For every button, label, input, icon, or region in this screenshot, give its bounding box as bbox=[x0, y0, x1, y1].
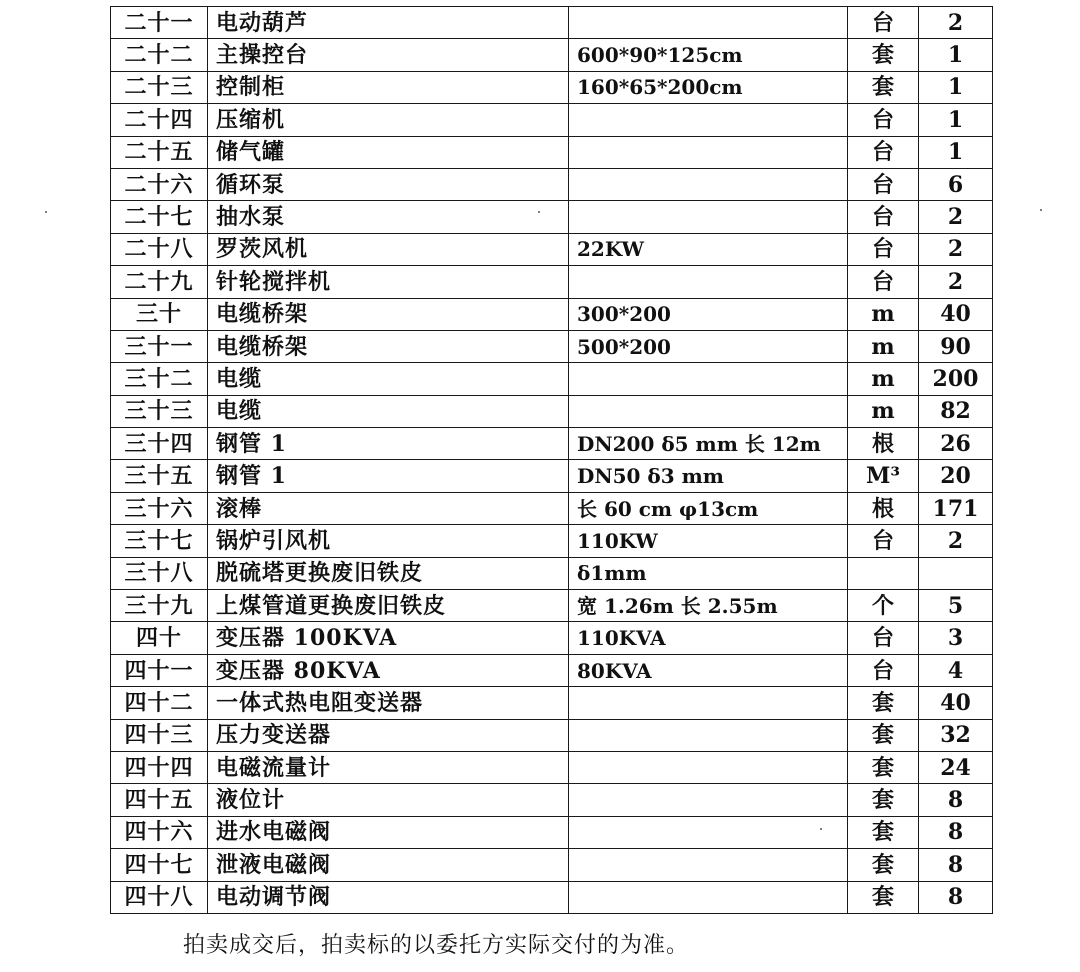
equipment-table-body bbox=[111, 7, 993, 914]
item-quantity-cell: 40 bbox=[919, 298, 993, 330]
item-spec-cell: δ1mm bbox=[569, 557, 848, 589]
item-spec-cell: 300*200 bbox=[569, 298, 848, 330]
item-quantity-cell: 1 bbox=[919, 104, 993, 136]
item-spec-cell: DN50 δ3 mm bbox=[569, 460, 848, 492]
table-row bbox=[111, 525, 993, 557]
item-name-cell: 循环泵 bbox=[208, 168, 569, 200]
item-quantity-cell: 8 bbox=[919, 816, 993, 848]
table-row bbox=[111, 460, 993, 492]
item-unit-cell: 台 bbox=[848, 136, 919, 168]
table-row bbox=[111, 363, 993, 395]
table-row bbox=[111, 428, 993, 460]
row-number-cell: 二十九 bbox=[111, 266, 208, 298]
table-row bbox=[111, 7, 993, 39]
item-quantity-cell: 20 bbox=[919, 460, 993, 492]
item-name-cell: 脱硫塔更换废旧铁皮 bbox=[208, 557, 569, 589]
item-name-cell: 压力变送器 bbox=[208, 719, 569, 751]
item-quantity-cell: 24 bbox=[919, 751, 993, 783]
table-row bbox=[111, 395, 993, 427]
scan-speck bbox=[538, 211, 540, 213]
item-name-cell: 电磁流量计 bbox=[208, 751, 569, 783]
table-row bbox=[111, 654, 993, 686]
item-spec-cell: 110KVA bbox=[569, 622, 848, 654]
item-unit-cell: 根 bbox=[848, 492, 919, 524]
row-number-cell: 四十六 bbox=[111, 816, 208, 848]
item-quantity-cell: 90 bbox=[919, 330, 993, 362]
item-quantity-cell: 32 bbox=[919, 719, 993, 751]
item-name-cell: 电缆桥架 bbox=[208, 330, 569, 362]
row-number-cell: 二十七 bbox=[111, 201, 208, 233]
row-number-cell: 三十七 bbox=[111, 525, 208, 557]
item-unit-cell: 套 bbox=[848, 719, 919, 751]
item-quantity-cell: 1 bbox=[919, 39, 993, 71]
item-quantity-cell: 4 bbox=[919, 654, 993, 686]
item-quantity-cell: 2 bbox=[919, 233, 993, 265]
item-name-cell: 钢管 1 bbox=[208, 460, 569, 492]
item-name-cell: 变压器 100KVA bbox=[208, 622, 569, 654]
item-name-cell: 抽水泵 bbox=[208, 201, 569, 233]
item-name-cell: 主操控台 bbox=[208, 39, 569, 71]
row-number-cell: 四十一 bbox=[111, 654, 208, 686]
row-number-cell: 二十二 bbox=[111, 39, 208, 71]
item-quantity-cell: 1 bbox=[919, 71, 993, 103]
item-name-cell: 控制柜 bbox=[208, 71, 569, 103]
item-quantity-cell: 5 bbox=[919, 590, 993, 622]
item-unit-cell: m bbox=[848, 298, 919, 330]
table-row bbox=[111, 687, 993, 719]
table-row bbox=[111, 719, 993, 751]
item-name-cell: 一体式热电阻变送器 bbox=[208, 687, 569, 719]
row-number-cell: 四十五 bbox=[111, 784, 208, 816]
item-unit-cell: 台 bbox=[848, 104, 919, 136]
item-quantity-cell: 2 bbox=[919, 201, 993, 233]
row-number-cell: 三十 bbox=[111, 298, 208, 330]
row-number-cell: 三十三 bbox=[111, 395, 208, 427]
table-row bbox=[111, 136, 993, 168]
item-quantity-cell bbox=[919, 557, 993, 589]
item-unit-cell: 台 bbox=[848, 266, 919, 298]
item-unit-cell: 台 bbox=[848, 201, 919, 233]
item-spec-cell: 80KVA bbox=[569, 654, 848, 686]
item-unit-cell: 个 bbox=[848, 590, 919, 622]
item-name-cell: 液位计 bbox=[208, 784, 569, 816]
item-name-cell: 储气罐 bbox=[208, 136, 569, 168]
item-unit-cell: M³ bbox=[848, 460, 919, 492]
item-unit-cell: 套 bbox=[848, 849, 919, 881]
item-unit-cell: m bbox=[848, 330, 919, 362]
table-row bbox=[111, 590, 993, 622]
row-number-cell: 三十九 bbox=[111, 590, 208, 622]
item-spec-cell: 160*65*200cm bbox=[569, 71, 848, 103]
table-row bbox=[111, 233, 993, 265]
scan-speck bbox=[45, 211, 47, 213]
table-row bbox=[111, 816, 993, 848]
scan-speck bbox=[1040, 209, 1042, 211]
table-row bbox=[111, 71, 993, 103]
item-unit-cell: 台 bbox=[848, 7, 919, 39]
row-number-cell: 二十三 bbox=[111, 71, 208, 103]
row-number-cell: 四十八 bbox=[111, 881, 208, 913]
item-spec-cell bbox=[569, 751, 848, 783]
row-number-cell: 四十 bbox=[111, 622, 208, 654]
item-quantity-cell: 82 bbox=[919, 395, 993, 427]
row-number-cell: 二十八 bbox=[111, 233, 208, 265]
table-row bbox=[111, 330, 993, 362]
item-quantity-cell: 2 bbox=[919, 525, 993, 557]
item-unit-cell: 套 bbox=[848, 751, 919, 783]
item-spec-cell bbox=[569, 881, 848, 913]
item-name-cell: 滚棒 bbox=[208, 492, 569, 524]
item-name-cell: 泄液电磁阀 bbox=[208, 849, 569, 881]
item-unit-cell: m bbox=[848, 395, 919, 427]
row-number-cell: 四十七 bbox=[111, 849, 208, 881]
table-row bbox=[111, 168, 993, 200]
item-unit-cell: 套 bbox=[848, 39, 919, 71]
item-spec-cell: 600*90*125cm bbox=[569, 39, 848, 71]
row-number-cell: 三十一 bbox=[111, 330, 208, 362]
table-row bbox=[111, 39, 993, 71]
row-number-cell: 二十六 bbox=[111, 168, 208, 200]
table-row bbox=[111, 751, 993, 783]
table-row bbox=[111, 266, 993, 298]
row-number-cell: 三十八 bbox=[111, 557, 208, 589]
item-unit-cell: 套 bbox=[848, 881, 919, 913]
item-quantity-cell: 8 bbox=[919, 881, 993, 913]
item-spec-cell: 长 60 cm φ13cm bbox=[569, 492, 848, 524]
item-name-cell: 变压器 80KVA bbox=[208, 654, 569, 686]
item-spec-cell bbox=[569, 168, 848, 200]
table-row bbox=[111, 622, 993, 654]
item-quantity-cell: 8 bbox=[919, 784, 993, 816]
item-name-cell: 电缆桥架 bbox=[208, 298, 569, 330]
item-spec-cell bbox=[569, 266, 848, 298]
item-spec-cell bbox=[569, 201, 848, 233]
item-spec-cell: 宽 1.26m 长 2.55m bbox=[569, 590, 848, 622]
table-row bbox=[111, 784, 993, 816]
item-unit-cell: 台 bbox=[848, 654, 919, 686]
item-spec-cell bbox=[569, 719, 848, 751]
row-number-cell: 二十五 bbox=[111, 136, 208, 168]
item-spec-cell bbox=[569, 784, 848, 816]
item-name-cell: 罗茨风机 bbox=[208, 233, 569, 265]
item-spec-cell: 110KW bbox=[569, 525, 848, 557]
item-name-cell: 电缆 bbox=[208, 395, 569, 427]
table-row bbox=[111, 104, 993, 136]
row-number-cell: 三十六 bbox=[111, 492, 208, 524]
item-unit-cell: 套 bbox=[848, 816, 919, 848]
item-spec-cell: 22KW bbox=[569, 233, 848, 265]
item-quantity-cell: 6 bbox=[919, 168, 993, 200]
item-quantity-cell: 2 bbox=[919, 7, 993, 39]
item-name-cell: 电缆 bbox=[208, 363, 569, 395]
item-spec-cell bbox=[569, 136, 848, 168]
table-row bbox=[111, 881, 993, 913]
row-number-cell: 三十四 bbox=[111, 428, 208, 460]
item-spec-cell bbox=[569, 7, 848, 39]
item-spec-cell bbox=[569, 816, 848, 848]
item-spec-cell bbox=[569, 687, 848, 719]
item-name-cell: 针轮搅拌机 bbox=[208, 266, 569, 298]
row-number-cell: 四十四 bbox=[111, 751, 208, 783]
table-row bbox=[111, 492, 993, 524]
table-row bbox=[111, 557, 993, 589]
item-name-cell: 上煤管道更换废旧铁皮 bbox=[208, 590, 569, 622]
item-unit-cell: 套 bbox=[848, 784, 919, 816]
scan-speck bbox=[820, 828, 822, 830]
item-quantity-cell: 2 bbox=[919, 266, 993, 298]
item-quantity-cell: 40 bbox=[919, 687, 993, 719]
item-unit-cell: 套 bbox=[848, 71, 919, 103]
item-name-cell: 进水电磁阀 bbox=[208, 816, 569, 848]
item-unit-cell: 台 bbox=[848, 168, 919, 200]
item-unit-cell: 台 bbox=[848, 525, 919, 557]
item-unit-cell: 套 bbox=[848, 687, 919, 719]
table-row bbox=[111, 201, 993, 233]
row-number-cell: 二十四 bbox=[111, 104, 208, 136]
item-unit-cell bbox=[848, 557, 919, 589]
table-row bbox=[111, 849, 993, 881]
equipment-table bbox=[110, 6, 993, 914]
table-row bbox=[111, 298, 993, 330]
item-quantity-cell: 3 bbox=[919, 622, 993, 654]
item-quantity-cell: 171 bbox=[919, 492, 993, 524]
item-spec-cell: DN200 δ5 mm 长 12m bbox=[569, 428, 848, 460]
item-unit-cell: m bbox=[848, 363, 919, 395]
item-unit-cell: 根 bbox=[848, 428, 919, 460]
row-number-cell: 三十二 bbox=[111, 363, 208, 395]
item-spec-cell bbox=[569, 104, 848, 136]
item-name-cell: 钢管 1 bbox=[208, 428, 569, 460]
row-number-cell: 四十三 bbox=[111, 719, 208, 751]
row-number-cell: 二十一 bbox=[111, 7, 208, 39]
item-name-cell: 电动葫芦 bbox=[208, 7, 569, 39]
item-spec-cell bbox=[569, 849, 848, 881]
item-name-cell: 压缩机 bbox=[208, 104, 569, 136]
item-spec-cell: 500*200 bbox=[569, 330, 848, 362]
item-unit-cell: 台 bbox=[848, 233, 919, 265]
item-name-cell: 锅炉引风机 bbox=[208, 525, 569, 557]
item-quantity-cell: 1 bbox=[919, 136, 993, 168]
row-number-cell: 四十二 bbox=[111, 687, 208, 719]
item-spec-cell bbox=[569, 363, 848, 395]
item-name-cell: 电动调节阀 bbox=[208, 881, 569, 913]
item-quantity-cell: 200 bbox=[919, 363, 993, 395]
footer-note: 拍卖成交后，拍卖标的以委托方实际交付的为准。 bbox=[183, 933, 690, 958]
row-number-cell: 三十五 bbox=[111, 460, 208, 492]
item-unit-cell: 台 bbox=[848, 622, 919, 654]
item-quantity-cell: 26 bbox=[919, 428, 993, 460]
item-quantity-cell: 8 bbox=[919, 849, 993, 881]
item-spec-cell bbox=[569, 395, 848, 427]
